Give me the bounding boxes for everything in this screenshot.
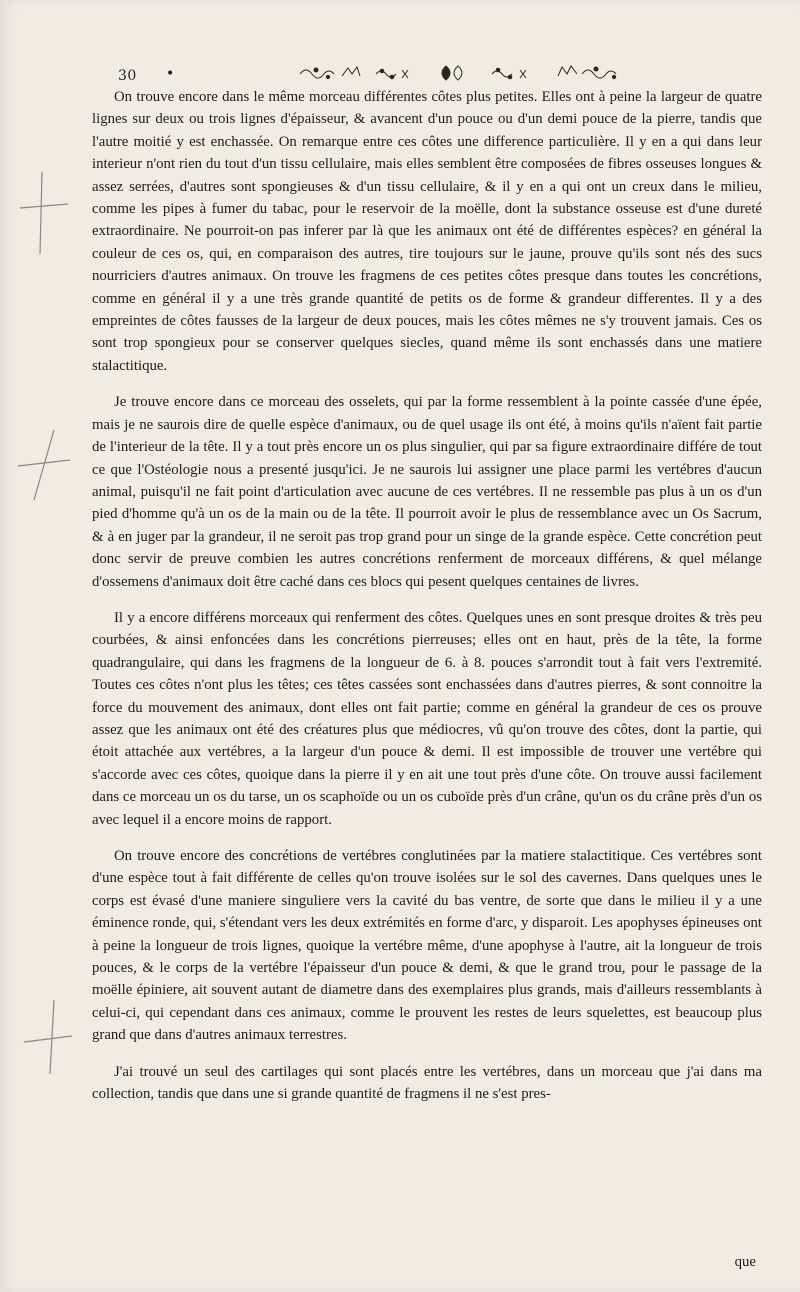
pencil-cross-mark-icon (14, 168, 74, 258)
paragraph-5: J'ai trouvé un seul des cartilages qui sont placés entre les vertébres, dans un morceau que j'ai dans ma collection, tandis que dans une si grande quantité de fragmens il ne s'est pres- (92, 1063, 762, 1103)
page-header (118, 62, 758, 86)
header-dot: • (166, 66, 175, 82)
header-ornament-icon (296, 62, 656, 84)
catchword: que (734, 1254, 756, 1270)
body-text (92, 86, 762, 1105)
pencil-cross-mark-icon (14, 420, 74, 510)
paragraph-3: Il y a encore différens morceaux qui renferment des côtes. Quelques unes en sont presque droites & très peu courbées, & ainsi enfoncées dans les concrétions pierreuses; elles ont en haut, près de la tête, la forme quadrangulaire, qui dans les fragmens de la longueur de 6. à 8. pouces s'arrondit tout à fait vers l'extremité. Toutes ces côtes n'ont plus les têtes; ces têtes cassées sont enchassées dans d'autres pierres, & sont connoitre la force du mouvement des animaux, dont elles ont fait partie; comme en général la grandeur de ces os prouve assez que les animaux ont été des créatures plus que médiocres, vû qu'on trouve des côtes, dont la partie, qui étoit attachée aux vertébres, a la largeur d'un pouce & demi. Il est impossible de trouver une vertébre qui s'accorde avec ces côtes, quoique dans la pierre il y en ait une tout près d'une côte. On trouve aussi facilement dans ce morceau un os du tarse, un os scaphoïde ou un os cuboïde près d'un crâne, qu'un os du crâne près d'un os avec lequel il a encore moins de rapport. (92, 609, 762, 828)
paragraph-1: On trouve encore dans le même morceau différentes côtes plus petites. Elles ont à peine la largeur de quatre lignes sur deux ou trois lignes d'épaisseur, & avancent d'un pouce ou d'un demi pouce de la pierre, tandis que l'autre moitié y est enchassée. On remarque entre ces côtes une difference particulière. Il y en a qui dans leur interieur n'ont rien du tout d'un tissu cellulaire, mais elles semblent être composées de fibres osseuses longues & assez serrées, d'autres sont spongieuses & d'un tissu cellulaire, & il y en a qui ont un creux dans le milieu, comme les pipes à fumer du tabac, pour le reservoir de la moëlle, dont la substance osseuse est d'une dureté extraordinaire. Ne pourroit-on pas inferer par là que les animaux ont été de différentes espèces? en général la couleur de ces os, qui, en comparaison des autres, tire toujours sur le jaune, prouve qu'ils sont nés des sucs nourriciers d'autres animaux. On trouve les fragmens de ces petites côtes presque dans toutes les concrétions, comme en général il y a une très grande quantité de petits os de forme & grandeur differentes. Il y a des empreintes de côtes fausses de la largeur de deux pouces, mais les côtes mêmes ne s'y trouvent jamais. Ces os sont trop spongieux pour se conserver quelques siecles, quand même ils sont enchassés dans une matiere stalactitique. (92, 89, 762, 374)
paragraph-2: Je trouve encore dans ce morceau des osselets, qui par la forme ressemblent à la pointe cassée d'une épée, mais je ne saurois dire de quelle espèce d'animaux, ou de quel usage ils ont été, à moins qu'ils n'aïent fait partie de l'interieur de la tête. Il y a tout près encore un os plus singulier, qui par sa figure extraordinaire différe de tout ce que l'Ostéologie nous a presenté jusqu'ici. Je ne saurois lui assigner une place parmi les vertébres d'aucun animal, puisqu'il ne fait point d'articulation avec aucune de ces vertébres. Il ne ressemble pas plus à un os d'un pied d'homme qu'à un os de la main ou de la tête. Il pourroit avoir le plus de ressemblance avec un Os Sacrum, & à en juger par la grandeur, il ne seroit pas trop grand pour un singe de la grande espèce. Cette concrétion peut donc servir de preuve combien les autres concrétions renferment de morceaux différens, & quel mélange d'ossemens d'animaux doit être caché dans ces blocs qui pesent quelques centaines de livres. (92, 394, 762, 590)
paragraph-4: On trouve encore des concrétions de vertébres conglutinées par la matiere stalactitique. Ces vertébres sont d'une espèce tout à fait différente de celles qu'on trouve isolées sur le sol des cavernes. Dans quelques unes le corps est évasé d'une maniere singuliere vers la cavité du bas ventre, de sorte que dans le milieu il y a une éminence ronde, qui, s'étendant vers les deux extrémités en forme d'arc, y disparoit. Les apophyses épineuses ont à peine la longueur de trois lignes, quoique la vertébre même, d'une apophyse à l'autre, ait la longueur de trois pouces, & le corps de la vertébre l'épaisseur d'un pouce & demi, & que le grand trou, pour le passage de la moëlle épiniere, ait souvent autant de diametre dans des exemplaires plus grands, mais d'ailleurs ressemblants à celui-ci, qui cependant dans ces animaux, comme le prouvent les restes de leurs squelettes, est beaucoup plus grand que dans d'autres animaux terrestres. (92, 848, 762, 1044)
pencil-cross-mark-icon (18, 990, 78, 1080)
page-number: 30 (118, 68, 137, 84)
